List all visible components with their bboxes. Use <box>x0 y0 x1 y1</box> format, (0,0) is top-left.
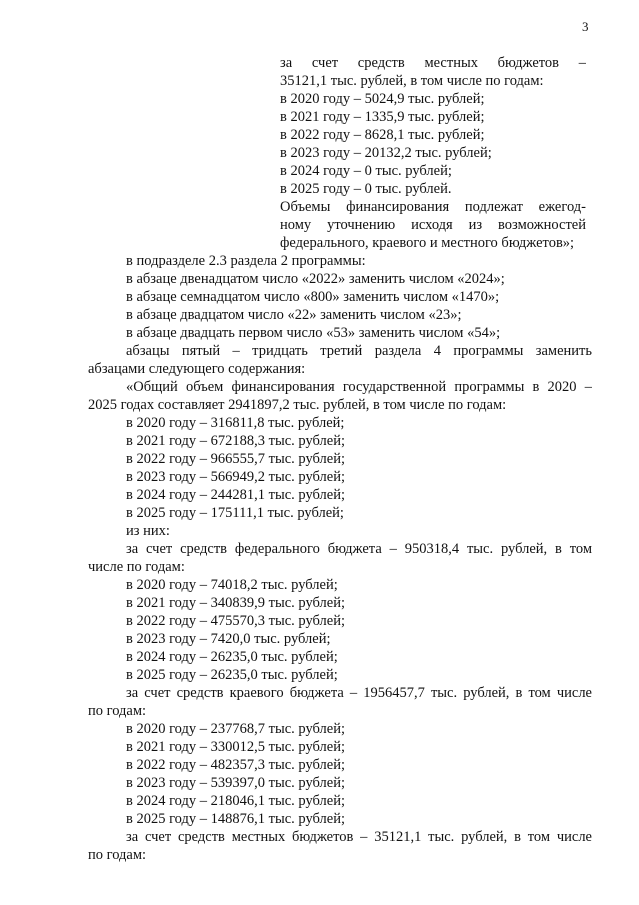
year-line: в 2023 году – 566949,2 тыс. рублей; <box>126 469 346 485</box>
year-line: в 2021 году – 1335,9 тыс. рублей; <box>280 109 485 125</box>
year-line: в 2021 году – 330012,5 тыс. рублей; <box>126 739 346 755</box>
amendment-line: в абзаце семнадцатом число «800» заменить числом «1470»; <box>126 289 500 305</box>
paragraph-line: за счет средств местных бюджетов – <box>280 55 586 71</box>
year-line: в 2020 году – 237768,7 тыс. рублей; <box>126 721 346 737</box>
year-line: в 2021 году – 340839,9 тыс. рублей; <box>126 595 346 611</box>
federal-paragraph-line: числе по годам: <box>88 559 185 575</box>
amendment-line: абзацами следующего содержания: <box>88 361 306 377</box>
local-paragraph-line: по годам: <box>88 847 147 863</box>
year-line: в 2025 году – 175111,1 тыс. рублей; <box>126 505 344 521</box>
federal-paragraph-line: за счет средств федерального бюджета – 950318,4 тыс. рублей, в том <box>126 541 592 557</box>
year-line: в 2020 году – 74018,2 тыс. рублей; <box>126 577 338 593</box>
total-paragraph-line: «Общий объем финансирования государственной программы в 2020 – <box>126 379 592 395</box>
year-line: в 2024 году – 0 тыс. рублей; <box>280 163 452 179</box>
regional-paragraph-line: по годам: <box>88 703 147 719</box>
year-line: в 2020 году – 316811,8 тыс. рублей; <box>126 415 345 431</box>
amendment-line: абзацы пятый – тридцать третий раздела 4 программы заменить <box>126 343 592 359</box>
year-line: в 2025 году – 148876,1 тыс. рублей; <box>126 811 346 827</box>
paragraph-line: Объемы финансирования подлежат ежегод- <box>280 199 586 215</box>
amendment-line: в подразделе 2.3 раздела 2 программы: <box>126 253 366 269</box>
amendment-line: в абзаце двадцатом число «22» заменить числом «23»; <box>126 307 462 323</box>
paragraph-line: федерального, краевого и местного бюджетов»; <box>280 235 575 251</box>
amendment-line: в абзаце двадцать первом число «53» заменить числом «54»; <box>126 325 501 341</box>
year-line: в 2022 году – 8628,1 тыс. рублей; <box>280 127 485 143</box>
year-line: в 2022 году – 966555,7 тыс. рублей; <box>126 451 346 467</box>
of-them-line: из них: <box>126 523 170 539</box>
year-line: в 2024 году – 26235,0 тыс. рублей; <box>126 649 338 665</box>
total-paragraph-line: 2025 годах составляет 2941897,2 тыс. рублей, в том числе по годам: <box>88 397 507 413</box>
year-line: в 2024 году – 218046,1 тыс. рублей; <box>126 793 346 809</box>
year-line: в 2022 году – 475570,3 тыс. рублей; <box>126 613 346 629</box>
regional-paragraph-line: за счет средств краевого бюджета – 1956457,7 тыс. рублей, в том числе <box>126 685 592 701</box>
year-line: в 2023 году – 20132,2 тыс. рублей; <box>280 145 492 161</box>
year-line: в 2020 году – 5024,9 тыс. рублей; <box>280 91 485 107</box>
year-line: в 2023 году – 539397,0 тыс. рублей; <box>126 775 346 791</box>
year-line: в 2022 году – 482357,3 тыс. рублей; <box>126 757 346 773</box>
year-line: в 2025 году – 26235,0 тыс. рублей; <box>126 667 338 683</box>
amendment-line: в абзаце двенадцатом число «2022» заменить числом «2024»; <box>126 271 505 287</box>
paragraph-line: 35121,1 тыс. рублей, в том числе по годам: <box>280 73 544 89</box>
paragraph-line: ному уточнению исходя из возможностей <box>280 217 586 233</box>
local-paragraph-line: за счет средств местных бюджетов – 35121,1 тыс. рублей, в том числе <box>126 829 592 845</box>
year-line: в 2023 году – 7420,0 тыс. рублей; <box>126 631 331 647</box>
page-number: 3 <box>582 19 589 34</box>
year-line: в 2024 году – 244281,1 тыс. рублей; <box>126 487 346 503</box>
year-line: в 2025 году – 0 тыс. рублей. <box>280 181 452 197</box>
year-line: в 2021 году – 672188,3 тыс. рублей; <box>126 433 346 449</box>
